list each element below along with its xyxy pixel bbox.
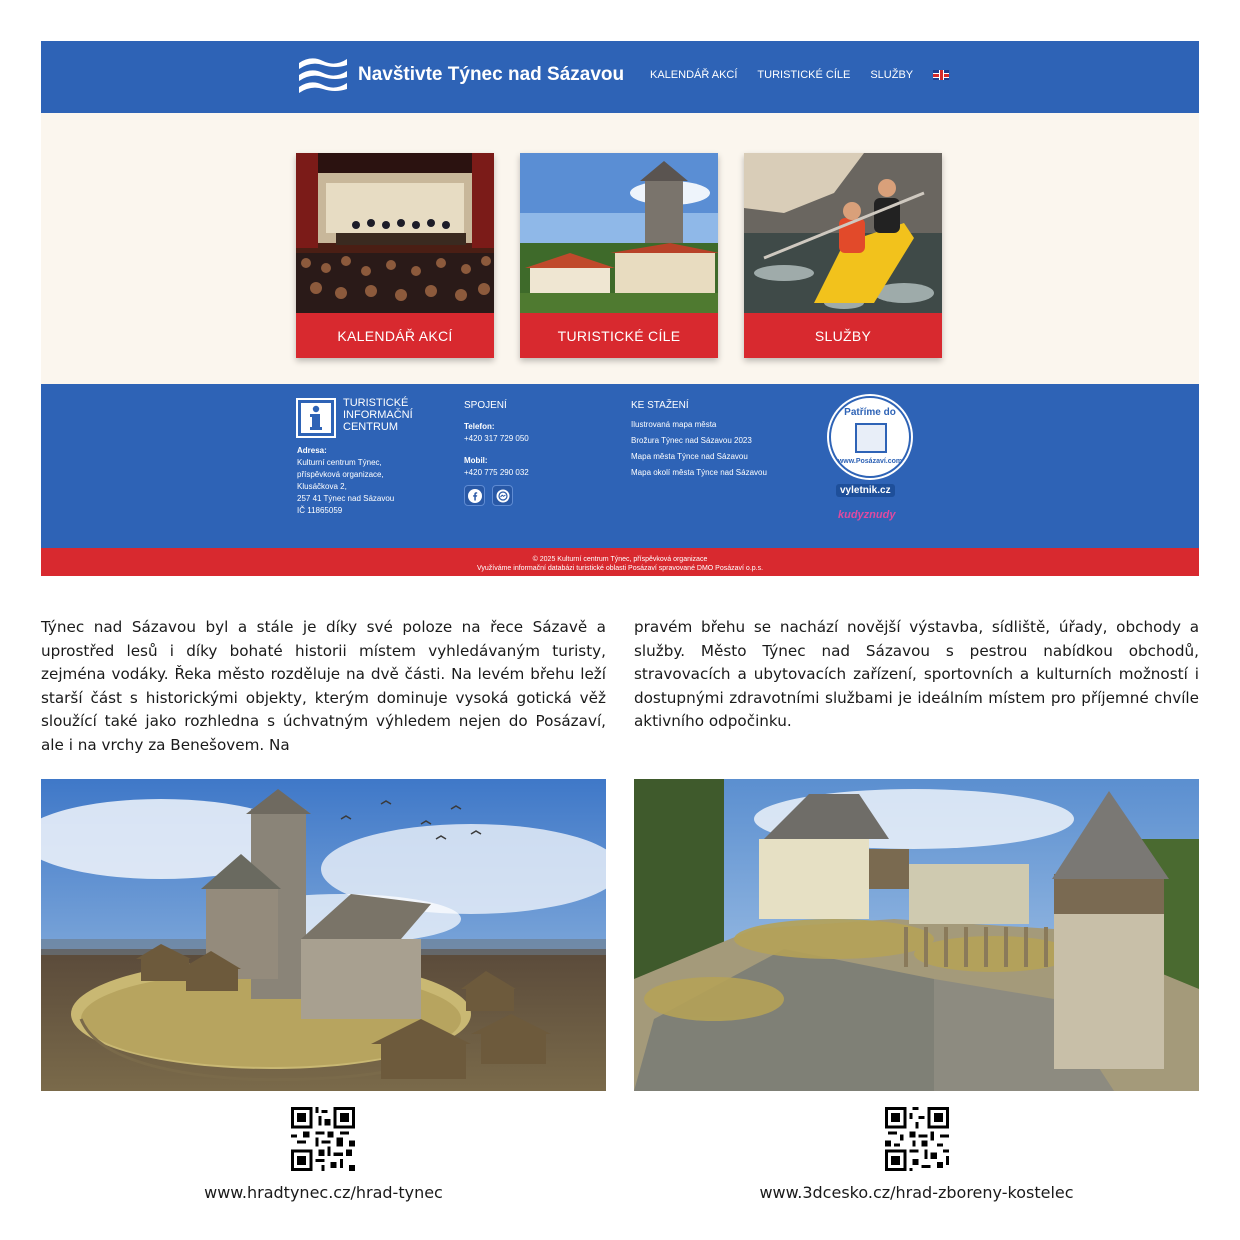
english-flag-icon[interactable] <box>933 70 949 80</box>
facebook-icon[interactable] <box>464 485 485 506</box>
messenger-icon[interactable] <box>492 485 513 506</box>
card-sluzby[interactable] <box>744 153 942 358</box>
phone-label: Telefon: <box>464 422 495 431</box>
download-link[interactable]: Mapa města Týnce nad Sázavou <box>631 452 748 461</box>
posazavi-pictogram-icon <box>855 423 887 453</box>
qr-code-3dcesko-icon[interactable] <box>885 1107 949 1171</box>
site-header <box>41 41 1199 113</box>
address-line: Kulturní centrum Týnec, <box>297 458 382 467</box>
card-turisticke-cile-label: TURISTICKÉ CÍLE <box>520 313 718 358</box>
waves-logo-icon <box>297 53 349 93</box>
mobile-block <box>464 455 529 479</box>
download-link[interactable]: Ilustrovaná mapa města <box>631 420 717 429</box>
url-hradtynec[interactable]: www.hradtynec.cz/hrad-tynec <box>204 1183 443 1202</box>
url-3dcesko[interactable]: www.3dcesko.cz/hrad-zboreny-kostelec <box>759 1183 1074 1202</box>
card-kalendar-label: KALENDÁŘ AKCÍ <box>296 313 494 358</box>
mobile-number[interactable]: +420 775 290 032 <box>464 468 529 477</box>
address-line: Klusáčkova 2, <box>297 482 347 491</box>
contact-heading: SPOJENÍ <box>464 400 507 411</box>
castle-tynec-model-photo <box>41 779 606 1091</box>
castle-zboreny-kostelec-model-photo <box>634 779 1199 1091</box>
downloads-list <box>631 420 767 484</box>
address-label: Adresa: <box>297 446 327 455</box>
downloads-heading: KE STAŽENÍ <box>631 400 689 411</box>
address <box>297 457 427 517</box>
info-icon <box>296 398 336 438</box>
badge-top-text: Patříme do <box>844 407 896 418</box>
card-sluzby-label: SLUŽBY <box>744 313 942 358</box>
nav-kalendar[interactable]: KALENDÁŘ AKCÍ <box>650 69 738 81</box>
copyright-line: © 2025 Kulturní centrum Týnec, příspěvková organizace <box>532 556 708 563</box>
website-screenshot <box>41 41 1199 576</box>
address-line: 257 41 Týnec nad Sázavou <box>297 494 395 503</box>
qr-code-hradtynec-icon[interactable] <box>291 1107 355 1171</box>
feature-cards <box>296 153 942 358</box>
kudyznudy-logo[interactable]: kudyznudy <box>838 509 896 521</box>
phone-block <box>464 421 529 445</box>
download-link[interactable]: Mapa okolí města Týnce nad Sázavou <box>631 468 767 477</box>
kayak-photo <box>744 153 942 313</box>
castle-tower-photo <box>520 153 718 313</box>
main-nav <box>650 69 949 81</box>
address-line: příspěvková organizace, <box>297 470 384 479</box>
card-turisticke-cile[interactable] <box>520 153 718 358</box>
copyright-line: Využíváme informační databázi turistické oblasti Posázaví spravované DMO Posázaví o.p.s. <box>476 565 764 572</box>
article-text-left: Týnec nad Sázavou byl a stále je díky své poloze na řece Sázavě a uprostřed lesů i díky bohaté historii místem vyhledávaným turisty, zejména vodáky. Řeka město rozděluje na dvě části. Na levém břehu leží starší část s historickými objekty, kterým dominuje vysoká gotická věž sloužící také jako rozhledna s úchvatným výhledem nejen do Posázaví, ale i na vrchy za Benešovem. Na <box>41 618 606 754</box>
download-link[interactable]: Brožura Týnec nad Sázavou 2023 <box>631 436 752 445</box>
nav-sluzby[interactable]: SLUŽBY <box>870 69 914 81</box>
vyletnik-logo[interactable]: vyletnik.cz <box>836 484 895 497</box>
phone-number[interactable]: +420 317 729 050 <box>464 434 529 443</box>
site-title[interactable]: Navštivte Týnec nad Sázavou <box>358 64 625 85</box>
article-text-right: pravém břehu se nachází novější výstavba, sídliště, úřady, obchody a služby. Město Týnec nad Sázavou s pestrou nabídkou obchodů, stravovacích a ubytovacích zařízení, sportovních a kulturních možností i dostupnými zdravotními službami je ideálním místem pro příjemné chvíle aktivního odpočinku. <box>634 618 1199 731</box>
card-kalendar[interactable] <box>296 153 494 358</box>
site-footer <box>41 384 1199 548</box>
mobile-label: Mobil: <box>464 456 488 465</box>
address-line: IČ 11865059 <box>297 506 343 515</box>
concert-photo <box>296 153 494 313</box>
badge-bottom-text: www.Posázaví.com <box>837 458 903 465</box>
posazavi-badge[interactable] <box>829 396 911 478</box>
info-center-title: TURISTICKÉ INFORMAČNÍ CENTRUM <box>343 397 413 433</box>
social-links <box>464 485 513 506</box>
site-copyright-bar <box>41 548 1199 576</box>
nav-turisticke-cile[interactable]: TURISTICKÉ CÍLE <box>757 69 851 81</box>
